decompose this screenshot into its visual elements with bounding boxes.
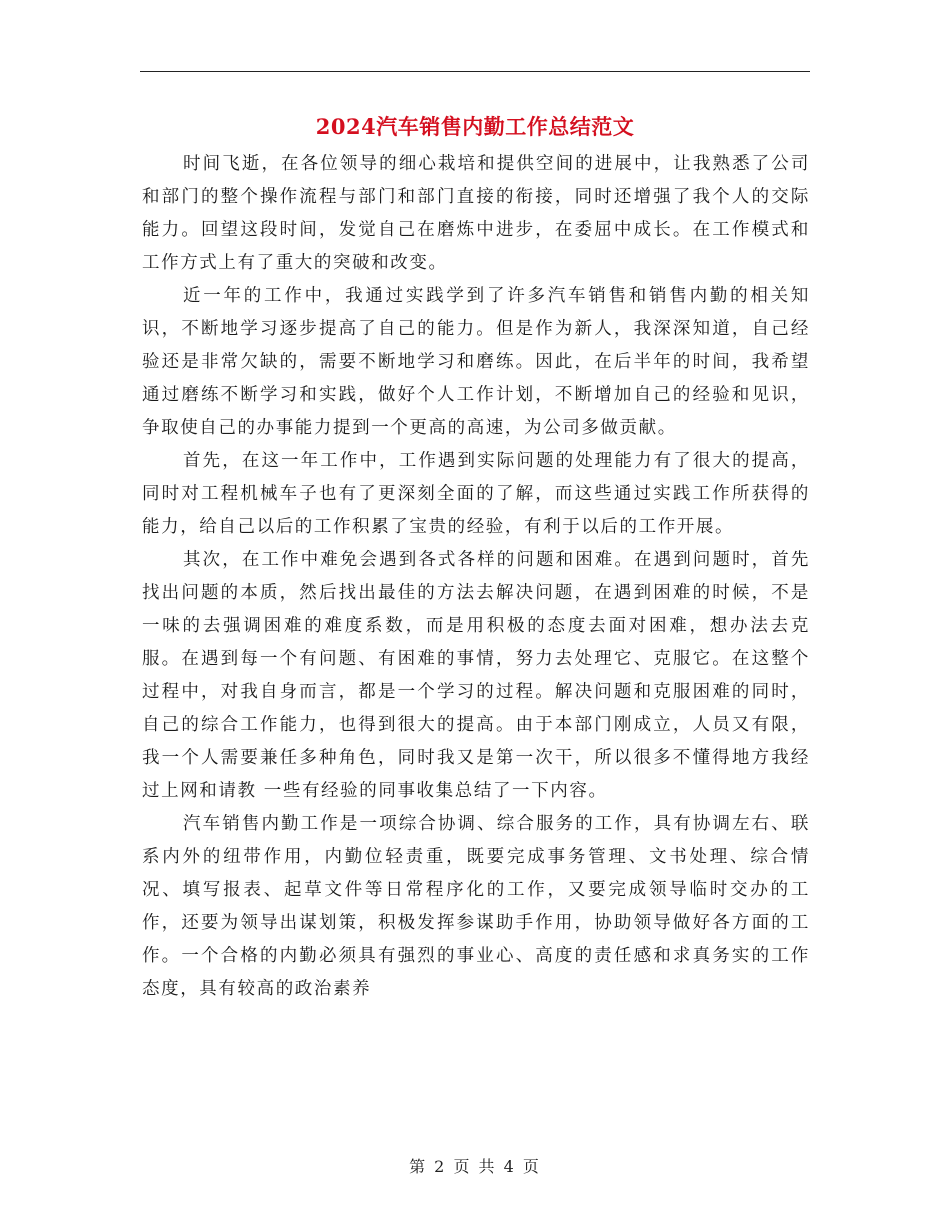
paragraph-2: 近一年的工作中，我通过实践学到了许多汽车销售和销售内勤的相关知识，不断地学习逐步提高了自己的能力。但是作为新人，我深深知道，自己经验还是非常欠缺的，需要不断地学习和磨练。因此，在后半年的时间，我希望通过磨练不断学习和实践，做好个人工作计划，不断增加自己的经验和见识，争取使自己的办事能力提到一个更高的高速，为公司多做贡献。 <box>142 286 810 438</box>
page-number-footer: 第 2 页 共 4 页 <box>409 1157 541 1176</box>
paragraph-4: 其次，在工作中难免会遇到各式各样的问题和困难。在遇到问题时，首先找出问题的本质，然后找出最佳的方法去解决问题，在遇到困难的时候，不是一味的去强调困难的难度系数，而是用积极的态度去面对困难，想办法去克服。在遇到每一个有问题、有困难的事情，努力去处理它、克服它。在这整个过程中，对我自身而言，都是一个学习的过程。解决问题和克服困难的同时，自己的综合工作能力，也得到很大的提高。由于本部门刚成立，人员又有限，我一个人需要兼任多种角色，同时我又是第一次干，所以很多不懂得地方我经过上网和请教 一些有经验的同事收集总结了一下内容。 <box>142 550 810 801</box>
paragraph-5: 汽车销售内勤工作是一项综合协调、综合服务的工作，具有协调左右、联系内外的纽带作用，内勤位轻责重，既要完成事务管理、文书处理、综合情况、填写报表、起草文件等日常程序化的工作，又要完成领导临时交办的工作，还要为领导出谋划策，积极发挥参谋助手作用，协助领导做好各方面的工作。一个合格的内勤必须具有强烈的事业心、高度的责任感和求真务实的工作态度，具有较高的政治素养 <box>142 814 810 999</box>
paragraph-1: 时间飞逝，在各位领导的细心栽培和提供空间的进展中，让我熟悉了公司和部门的整个操作流程与部门和部门直接的衔接，同时还增强了我个人的交际能力。回望这段时间，发觉自己在磨炼中进步，在委屈中成长。在工作模式和工作方式上有了重大的突破和改变。 <box>142 154 810 273</box>
document-body <box>142 148 810 1006</box>
header-rule <box>140 71 810 72</box>
document-title: 2024汽车销售内勤工作总结范文 <box>315 114 635 139</box>
paragraph-3: 首先，在这一年工作中，工作遇到实际问题的处理能力有了很大的提高，同时对工程机械车子也有了更深刻全面的了解，而这些通过实践工作所获得的能力，给自己以后的工作积累了宝贵的经验，有利于以后的工作开展。 <box>142 451 810 537</box>
